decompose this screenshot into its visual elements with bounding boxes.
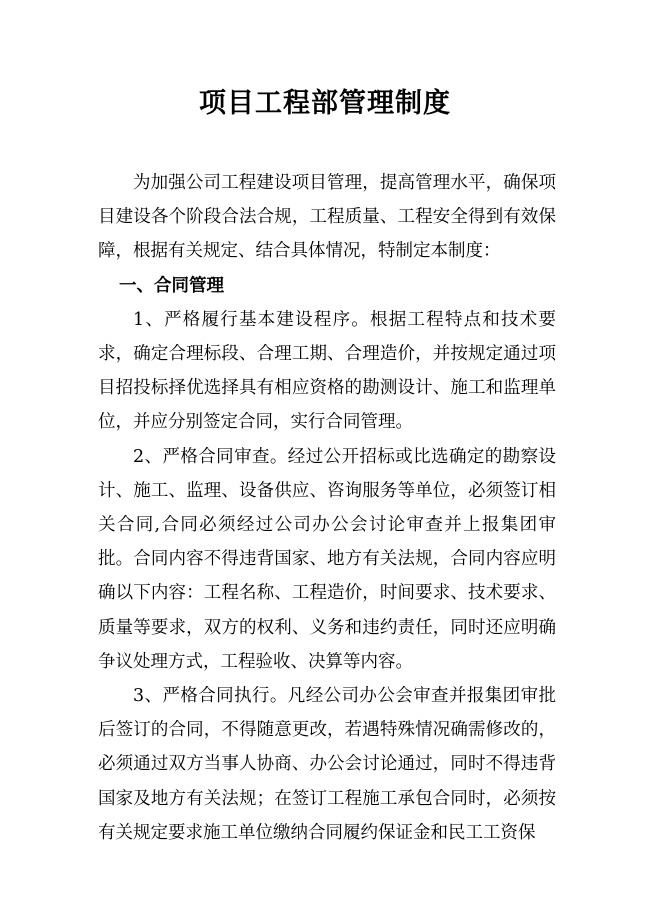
clause-1-paragraph: 1、严格履行基本建设程序。根据工程特点和技术要求，确定合理标段、合理工期、合理造价，并按规定通过项目招投标择优选择具有相应资格的勘测设计、施工和监理单位，并应分别签定合同，实行合同管理。 [98,309,556,433]
clause-3-paragraph: 3、严格合同执行。凡经公司办公会审查并报集团审批后签订的合同，不得随意更改，若遇特殊情况确需修改的，必须通过双方当事人协商、办公会讨论通过，同时不得违背国家及地方有关法规；在签订工程施工承包合同时，必须按有关规定要求施工单位缴纳合同履约保证金和民工工资保 [98,686,556,843]
section-heading-contract-management: 一、合同管理 [119,275,224,296]
document-title: 项目工程部管理制度 [199,88,451,119]
document-body [98,166,556,850]
clause-2-paragraph: 2、严格合同审查。经过公开招标或比选确定的勘察设计、施工、监理、设备供应、咨询服务等单位，必须签订相关合同,合同必须经过公司办公会讨论审查并上报集团审批。合同内容不得违背国家、地方有关法规，合同内容应明确以下内容：工程名称、工程造价，时间要求、技术要求、质量等要求，双方的权利、义务和违约责任，同时还应明确争议处理方式，工程验收、决算等内容。 [98,446,556,672]
intro-paragraph: 为加强公司工程建设项目管理，提高管理水平，确保项目建设各个阶段合法合规，工程质量、工程安全得到有效保障，根据有关规定、结合具体情况，特制定本制度： [98,173,556,262]
